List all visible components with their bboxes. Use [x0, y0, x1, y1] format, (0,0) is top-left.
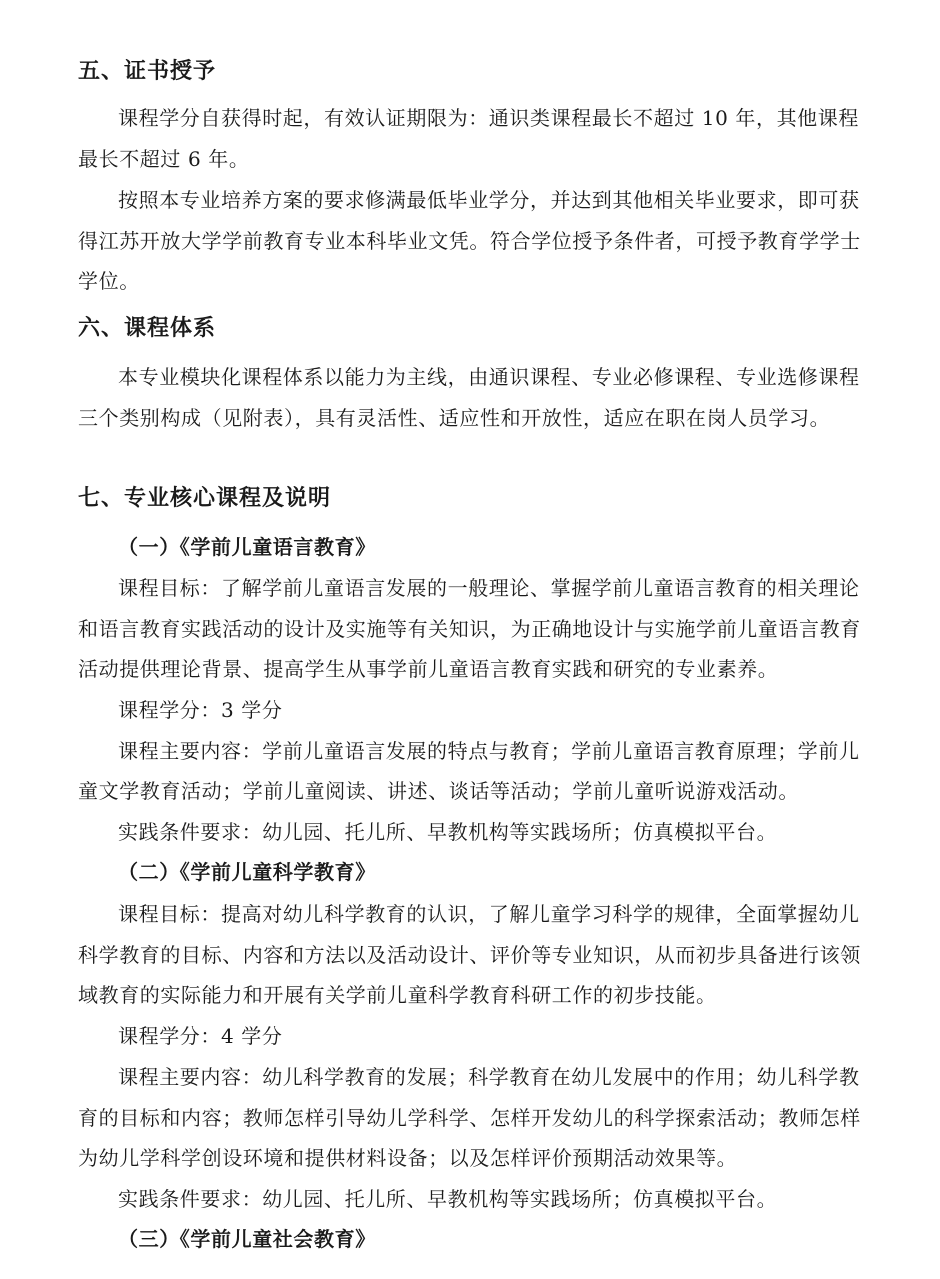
paragraph-line: 童文学教育活动；学前儿童阅读、讲述、谈话等活动；学前儿童听说游戏活动。	[78, 779, 799, 803]
paragraph-line: 课程目标：提高对幼儿科学教育的认识，了解儿童学习科学的规律，全面掌握幼儿	[118, 902, 860, 926]
paragraph-line: 域教育的实际能力和开展有关学前儿童科学教育科研工作的初步技能。	[78, 983, 717, 1007]
paragraph-line: 科学教育的目标、内容和方法以及活动设计、评价等专业知识，从而初步具备进行该领	[78, 943, 861, 967]
paragraph-line: 课程学分自获得时起，有效认证期限为：通识类课程最长不超过 10 年，其他课程	[118, 106, 859, 130]
course-credit: 课程学分：3 学分	[118, 698, 283, 722]
paragraph-line: 按照本专业培养方案的要求修满最低毕业学分，并达到其他相关毕业要求，即可获	[118, 188, 860, 212]
paragraph-line: 活动提供理论背景、提高学生从事学前儿童语言教育实践和研究的专业素养。	[78, 657, 779, 681]
paragraph-line: 本专业模块化课程体系以能力为主线，由通识课程、专业必修课程、专业选修课程	[118, 365, 860, 389]
paragraph-line: 学位。	[78, 269, 140, 293]
course-credit: 课程学分：4 学分	[118, 1024, 283, 1048]
course-practice: 实践条件要求：幼儿园、托儿所、早教机构等实践场所；仿真模拟平台。	[118, 820, 778, 844]
paragraph-line: 得江苏开放大学学前教育专业本科毕业文凭。符合学位授予条件者，可授予教育学学士	[78, 229, 861, 253]
paragraph-line: 课程主要内容：学前儿童语言发展的特点与教育；学前儿童语言教育原理；学前儿	[118, 739, 860, 763]
paragraph-line: 和语言教育实践活动的设计及实施等有关知识，为正确地设计与实施学前儿童语言教育	[78, 617, 861, 641]
paragraph-line: 三个类别构成（见附表），具有灵活性、适应性和开放性，适应在职在岗人员学习。	[78, 406, 831, 430]
section-heading-certificate: 五、证书授予	[78, 59, 217, 84]
section-heading-curriculum: 六、课程体系	[78, 316, 217, 341]
paragraph-line: 育的目标和内容；教师怎样引导幼儿学科学、怎样开发幼儿的科学探索活动；教师怎样	[78, 1106, 861, 1130]
paragraph-line: 课程目标：了解学前儿童语言发展的一般理论、掌握学前儿童语言教育的相关理论	[118, 576, 860, 600]
course-title: （二）《学前儿童科学教育》	[118, 860, 376, 884]
paragraph-line: 为幼儿学科学创设环境和提供材料设备；以及怎样评价预期活动效果等。	[78, 1146, 738, 1170]
course-practice: 实践条件要求：幼儿园、托儿所、早教机构等实践场所；仿真模拟平台。	[118, 1187, 778, 1211]
paragraph-line: 最长不超过 6 年。	[78, 147, 250, 171]
section-heading-core-courses: 七、专业核心课程及说明	[78, 486, 332, 511]
course-title: （一）《学前儿童语言教育》	[118, 535, 376, 559]
paragraph-line: 课程主要内容：幼儿科学教育的发展；科学教育在幼儿发展中的作用；幼儿科学教	[118, 1065, 860, 1089]
course-title: （三）《学前儿童社会教育》	[118, 1227, 376, 1251]
